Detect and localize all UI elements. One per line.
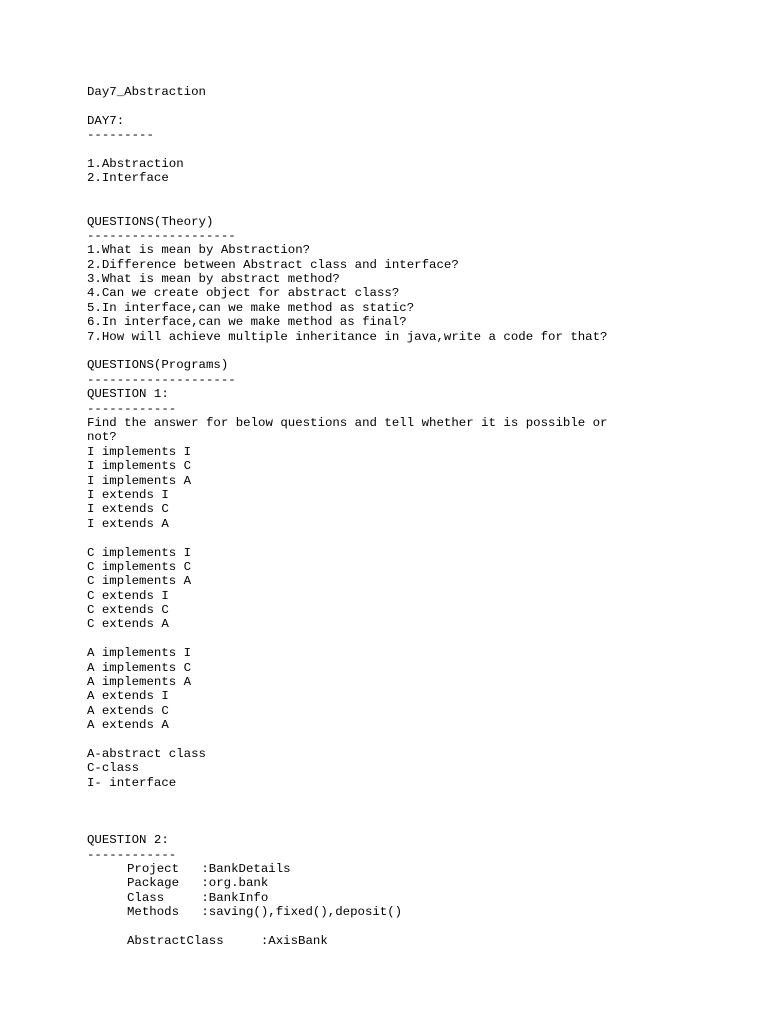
theory-question: 1.What is mean by Abstraction?	[87, 243, 311, 258]
spacer	[87, 143, 768, 157]
question1-prompt: not?	[87, 430, 117, 445]
abstract-case: A extends A	[87, 718, 169, 733]
theory-question: 3.What is mean by abstract method?	[87, 272, 340, 287]
question1-prompt: Find the answer for below questions and tell whether it is possible or	[87, 415, 608, 430]
spacer	[87, 200, 768, 214]
topic-item: 1.Abstraction	[87, 156, 184, 171]
question1-heading: QUESTION 1:	[87, 387, 169, 402]
question2-detail: Project :BankDetails	[127, 861, 291, 876]
interface-case: I implements A	[87, 473, 192, 488]
topic-item: 2.Interface	[87, 171, 169, 186]
legend-item: A-abstract class	[87, 746, 206, 761]
theory-heading-rule: --------------------	[87, 228, 236, 243]
spacer	[87, 186, 768, 200]
interface-case: I extends A	[87, 516, 169, 531]
question2-heading-rule: ------------	[87, 847, 177, 862]
legend-item: I- interface	[87, 775, 177, 790]
abstract-case: A implements C	[87, 660, 192, 675]
question2-abstract-class: AbstractClass :AxisBank	[127, 933, 328, 948]
interface-case: I implements C	[87, 459, 192, 474]
spacer	[87, 632, 768, 646]
spacer	[87, 344, 768, 358]
theory-question: 7.How will achieve multiple inheritance in java,write a code for that?	[87, 329, 608, 344]
class-case: C implements C	[87, 559, 192, 574]
abstract-case: A extends C	[87, 703, 169, 718]
programs-heading-rule: --------------------	[87, 372, 236, 387]
spacer	[87, 733, 768, 747]
day-heading: DAY7:	[87, 113, 125, 128]
interface-case: I extends I	[87, 487, 169, 502]
day-heading-rule: ---------	[87, 128, 154, 143]
document-page	[87, 85, 768, 948]
programs-heading: QUESTIONS(Programs)	[87, 358, 229, 373]
abstract-case: A implements I	[87, 646, 192, 661]
class-case: C extends C	[87, 603, 169, 618]
theory-question: 6.In interface,can we make method as final?	[87, 315, 407, 330]
theory-question: 4.Can we create object for abstract class?	[87, 286, 400, 301]
question2-detail: Class :BankInfo	[127, 890, 269, 905]
class-case: C extends I	[87, 588, 169, 603]
theory-question: 5.In interface,can we make method as static?	[87, 300, 415, 315]
question2-detail: Package :org.bank	[127, 876, 269, 891]
legend-item: C-class	[87, 761, 140, 776]
theory-heading: QUESTIONS(Theory)	[87, 214, 214, 229]
class-case: C extends A	[87, 617, 169, 632]
document-title: Day7_Abstraction	[87, 85, 206, 99]
class-case: C implements I	[87, 545, 192, 560]
spacer	[87, 531, 768, 545]
abstract-case: A extends I	[87, 689, 169, 704]
question2-detail: Methods :saving(),fixed(),deposit()	[127, 905, 403, 920]
interface-case: I extends C	[87, 502, 169, 517]
spacer	[87, 790, 768, 833]
spacer	[87, 99, 768, 113]
theory-question: 2.Difference between Abstract class and interface?	[87, 257, 459, 272]
question2-heading: QUESTION 2:	[87, 833, 169, 848]
interface-case: I implements I	[87, 444, 192, 459]
class-case: C implements A	[87, 574, 192, 589]
spacer	[87, 919, 768, 933]
question1-heading-rule: ------------	[87, 401, 177, 416]
abstract-case: A implements A	[87, 675, 192, 690]
